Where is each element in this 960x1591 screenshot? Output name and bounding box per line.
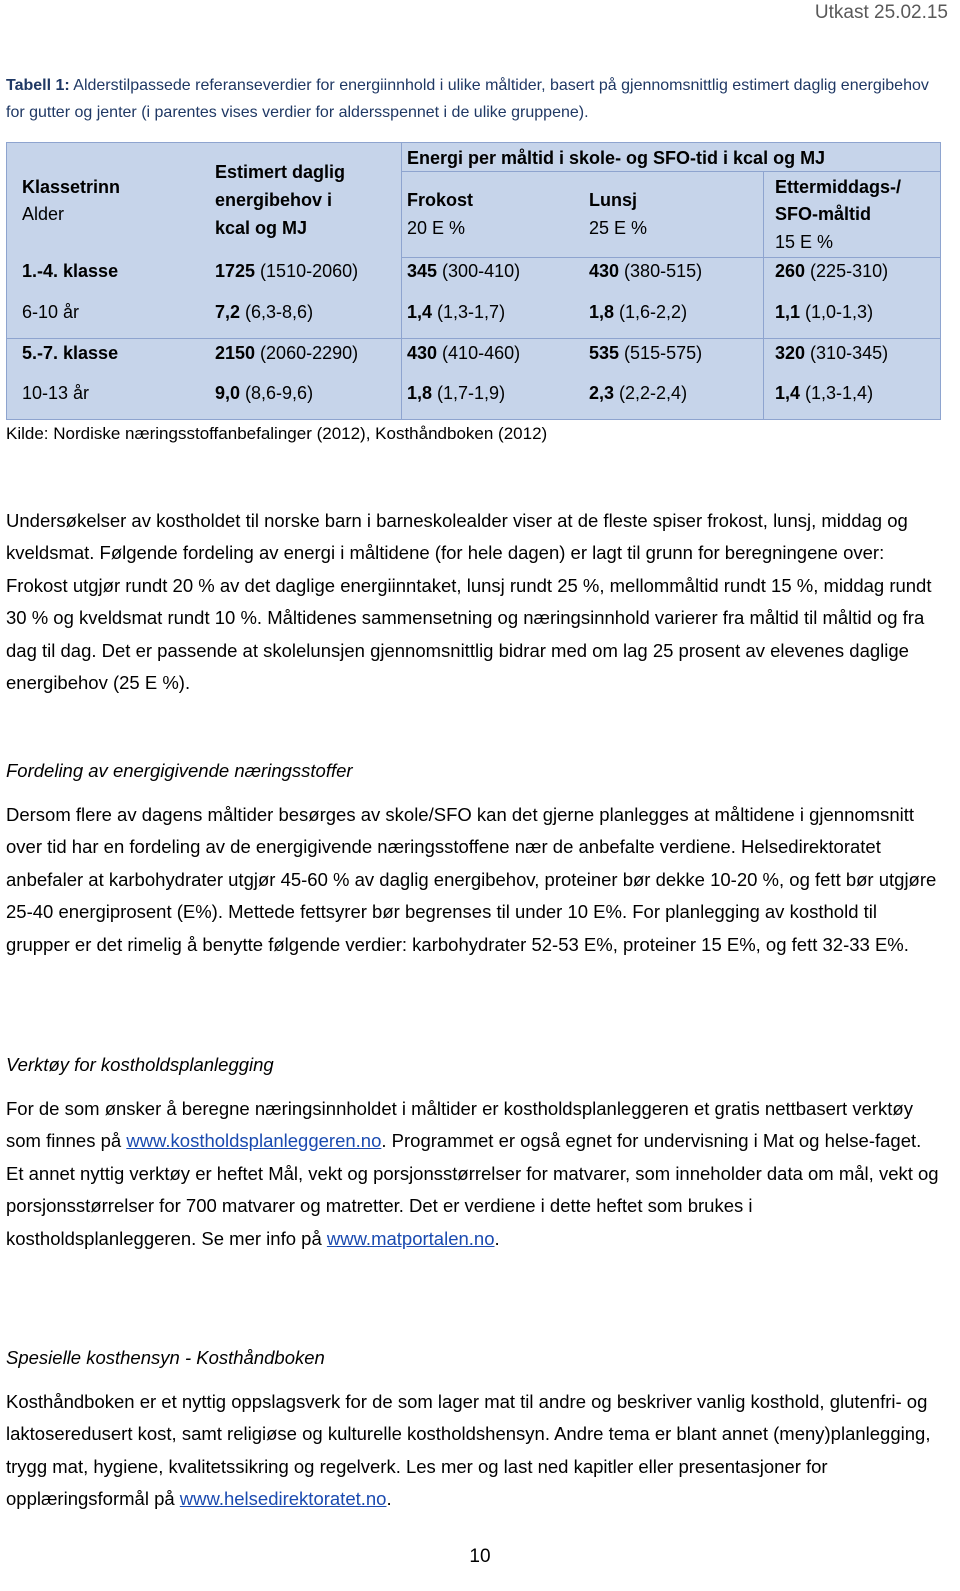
col-header-energibehov-line1: Estimert daglig [215, 162, 346, 182]
paragraph-intro: Undersøkelser av kostholdet til norske barn i barneskolealder viser at de fleste spiser frokost, lunsj, middag og kveldsmat. Følgende fordeling av energi i måltidene (for hele dagen) er lagt til grunn for beregningene over: Frokost utgjør rundt 20 % av det daglige energiinntaket, lunsj rundt 25 %, mellommåltid rundt 15 %, middag rundt 30 % og kveldsmat rundt 10 %. Måltidenes sammensetning og næringsinnhold varierer fra måltid til måltid og fra dag til dag. Det er passende at skolelunsjen gjennomsnittlig bidrar med om lag 25 prosent av elevenes daglige energibehov (25 E %). [6, 510, 932, 694]
table-cell: 1,8 (1,6-2,2) [589, 302, 688, 322]
caption-text: Alderstilpassede referanseverdier for energiinnhold i ulike måltider, basert på gjennomsnittlig estimert daglig energibehov for gutter og jenter (i parentes vises verdier for aldersspennet i de ulike gruppene). [6, 77, 929, 121]
row2-class: 5.-7. klasse [22, 343, 119, 363]
table-cell: 1725 (1510-2060) [215, 261, 359, 281]
link-helsedirektoratet[interactable]: www.helsedirektoratet.no [179, 1488, 387, 1510]
table-caption [6, 72, 951, 126]
meal-pct-ettermiddag: 15 E % [775, 232, 834, 252]
meal-header-frokost: Frokost [407, 190, 474, 210]
paragraph-kosthandboken: Kosthåndboken er et nyttig oppslagsverk for de som lager mat til andre og beskriver vanlig kosthold, glutenfri- og laktoseredusert kost, samt religiøse og kulturelle kostholdshensyn. Andre tema er blant annet (meny)planlegging, trygg mat, hygiene, kvalitetssikring og regelverk. Les mer og last ned kapitler eller presentasjoner for opplæringsformål på www.helsedirektoratet.no. [6, 1391, 931, 1510]
table-cell: 9,0 (8,6-9,6) [215, 383, 314, 403]
table-cell: 535 (515-575) [589, 343, 703, 363]
table-cell: 260 (225-310) [775, 261, 889, 281]
meal-header-lunsj: Lunsj [589, 190, 637, 210]
meal-pct-lunsj: 25 E % [589, 218, 648, 238]
meal-header-ettermiddag-line2: SFO-måltid [775, 204, 872, 224]
table-cell: 1,8 (1,7-1,9) [407, 383, 506, 403]
section-heading-verktoy: Verktøy for kostholdsplanlegging [6, 1054, 274, 1075]
group-header: Energi per måltid i skole- og SFO-tid i kcal og MJ [407, 148, 826, 168]
link-matportalen[interactable]: www.matportalen.no [326, 1227, 495, 1249]
table-cell: 2150 (2060-2290) [215, 343, 359, 363]
paragraph-energigivende: Dersom flere av dagens måltider besørges av skole/SFO kan det gjerne planlegges at måltidene i gjennomsnitt over tid har en fordeling av de energigivende næringsstoffene nær de anbefalte verdiene. Helsedirektoratet anbefaler at karbohydrater utgjør 45-60 % av daglig energibehov, proteiner bør dekke 10-20 %, og fett bør utgjøre 25-40 energiprosent (E%). Mettede fettsyrer bør begrenses til under 10 E%. For planlegging av kosthold til grupper er det rimelig å benytte følgende verdier: karbohydrater 52-53 E%, proteiner 15 E%, og fett 32-33 E%. [6, 804, 937, 955]
row1-age: 6-10 år [22, 302, 80, 322]
energy-table [6, 142, 941, 420]
table-cell: 430 (410-460) [407, 343, 521, 363]
col-header-alder: Alder [22, 204, 65, 224]
row1-class: 1.-4. klasse [22, 261, 119, 281]
section-heading-energigivende: Fordeling av energigivende næringsstoffer [6, 760, 353, 781]
table-cell: 2,3 (2,2-2,4) [589, 383, 688, 403]
col-header-energibehov-line2: energibehov i [215, 190, 333, 210]
row2-age: 10-13 år [22, 383, 90, 403]
section-heading-kosthandboken: Spesielle kosthensyn - Kosthåndboken [6, 1347, 325, 1368]
col-header-klassetrinn: Klassetrinn [22, 177, 121, 197]
table-cell: 320 (310-345) [775, 343, 889, 363]
table-cell: 7,2 (6,3-8,6) [215, 302, 314, 322]
col-header-energibehov-line3: kcal og MJ [215, 218, 308, 238]
table-cell: 345 (300-410) [407, 261, 521, 281]
meal-header-ettermiddag-line1: Ettermiddags-/ [775, 177, 902, 197]
page-number: 10 [469, 1546, 491, 1567]
table-cell: 1,4 (1,3-1,4) [775, 383, 874, 403]
meal-pct-frokost: 20 E % [407, 218, 466, 238]
table-cell: 430 (380-515) [589, 261, 703, 281]
table-source: Kilde: Nordiske næringsstoffanbefalinger (2012), Kosthåndboken (2012) [6, 424, 548, 443]
header-date: Utkast 25.02.15 [814, 2, 948, 23]
caption-label: Tabell 1: [6, 77, 70, 94]
table-cell: 1,4 (1,3-1,7) [407, 302, 506, 322]
paragraph-verktoy: For de som ønsker å beregne næringsinnholdet i måltider er kostholdsplanleggeren et gratis nettbasert verktøy som finnes på www.kostholdsplanleggeren.no. Programmet er også egnet for undervisning i Mat og helse-faget. Et annet nyttig verktøy er heftet Mål, vekt og porsjonsstørrelser for matvarer, som inneholder data om mål, vekt og porsjonsstørrelser for 700 matvarer og matretter. Det er verdiene i dette heftet som brukes i kostholdsplanleggeren. Se mer info på www.matportalen.no. [6, 1098, 939, 1249]
link-kostholdsplanleggeren[interactable]: www.kostholdsplanleggeren.no [126, 1130, 382, 1152]
table-cell: 1,1 (1,0-1,3) [775, 302, 874, 322]
